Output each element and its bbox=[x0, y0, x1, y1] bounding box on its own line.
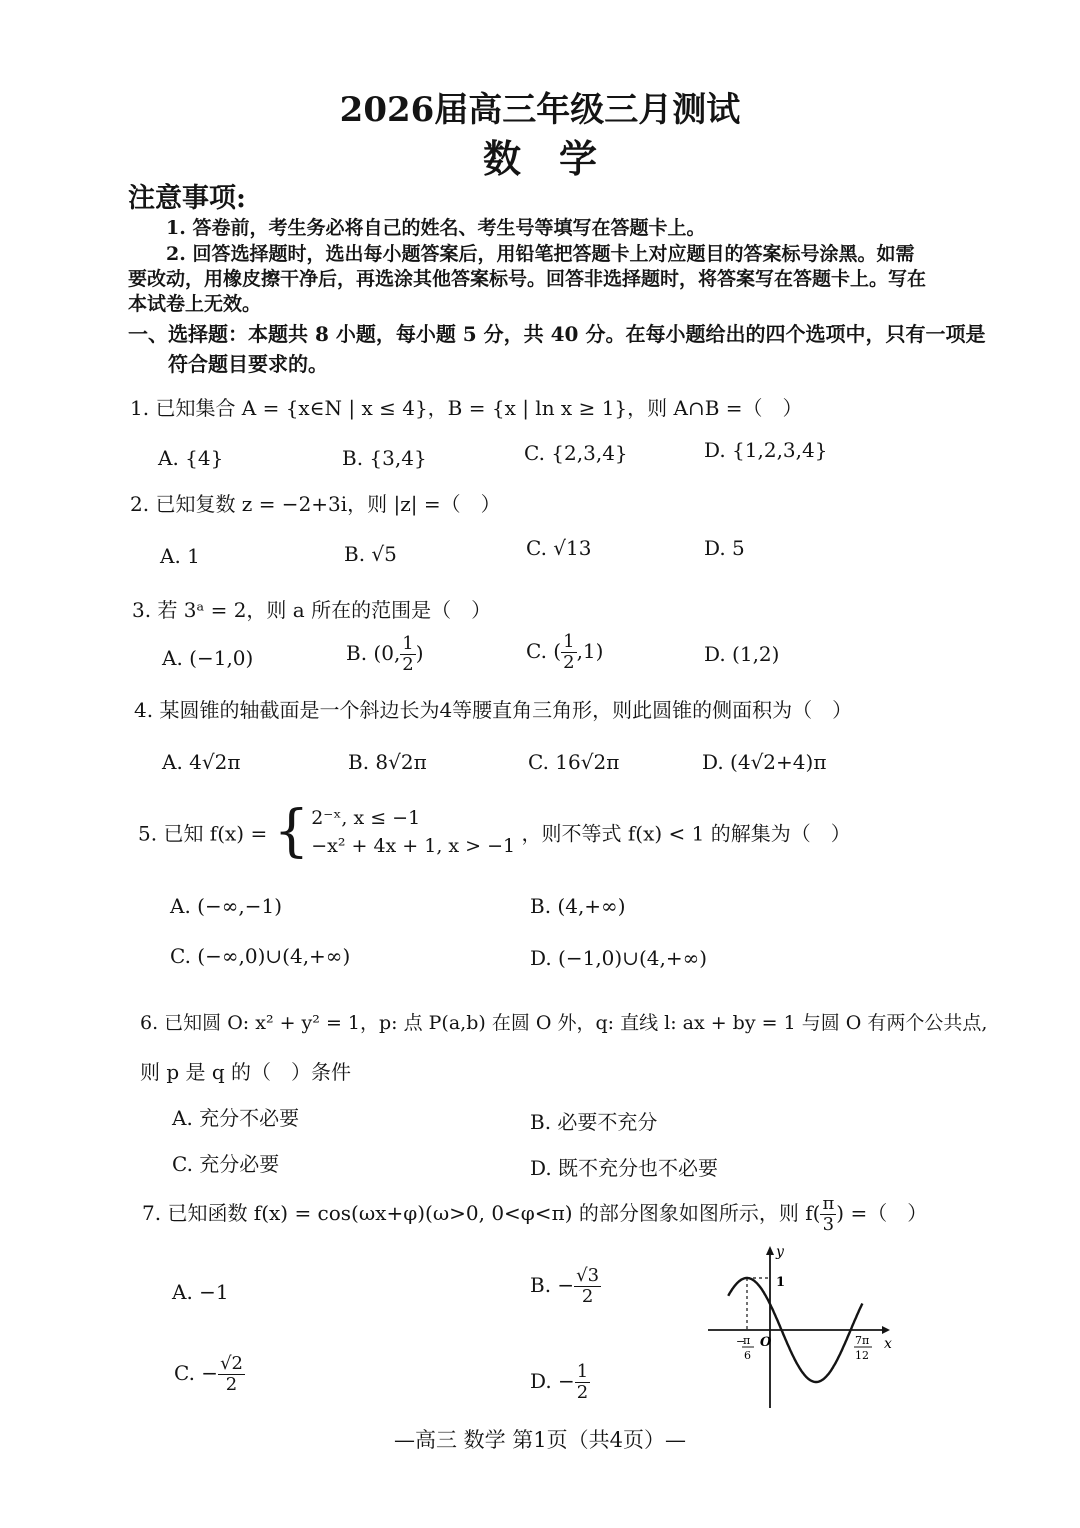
q4-option-d: D. (4√2+4)π bbox=[702, 750, 827, 774]
page-footer: —高三 数学 第1页（共4页）— bbox=[393, 1428, 687, 1452]
q7-stem-denominator: 3 bbox=[822, 1214, 835, 1235]
q3-b-suffix: ) bbox=[415, 641, 424, 665]
q7-b-denominator: 2 bbox=[581, 1286, 594, 1307]
q7-c-fraction bbox=[218, 1354, 245, 1395]
q3-c-prefix: C. ( bbox=[526, 639, 562, 663]
q7-c-denominator: 2 bbox=[225, 1374, 238, 1395]
q4-option-a: A. 4√2π bbox=[162, 750, 241, 774]
q7-stem-prefix: 7. 已知函数 f(x) = cos(ωx+φ)(ω>0, 0<φ<π) 的部分图象如图所示，则 f( bbox=[142, 1201, 821, 1225]
q6-stem-line2: 则 p 是 q 的（ ）条件 bbox=[140, 1060, 352, 1084]
q3-stem: 3. 若 3ᵃ = 2，则 a 所在的范围是（ ） bbox=[132, 598, 492, 622]
q2-option-d: D. 5 bbox=[704, 536, 745, 560]
q2-option-b: B. √5 bbox=[344, 542, 397, 566]
subject-title: 数学 bbox=[482, 136, 635, 181]
section1-line1: 一、选择题：本题共 8 小题，每小题 5 分，共 40 分。在每小题给出的四个选项中，只有一项是 bbox=[128, 322, 986, 346]
q3-b-numerator: 1 bbox=[402, 633, 414, 654]
q3-option-d: D. (1,2) bbox=[704, 642, 780, 666]
graph-origin-label: O bbox=[760, 1335, 772, 1350]
q5-case-1: 2⁻ˣ, x ≤ −1 bbox=[311, 807, 421, 829]
graph-one-label: 1 bbox=[776, 1275, 786, 1290]
q5-option-a: A. (−∞,−1) bbox=[170, 894, 283, 918]
q4-stem: 4. 某圆锥的轴截面是一个斜边长为4等腰直角三角形，则此圆锥的侧面积为（ ） bbox=[134, 698, 853, 722]
notice-heading: 注意事项: bbox=[128, 183, 246, 214]
q2-option-c: C. √13 bbox=[526, 536, 592, 560]
q6-option-a: A. 充分不必要 bbox=[172, 1106, 300, 1130]
q3-c-numerator: 1 bbox=[563, 631, 575, 652]
q5-stem bbox=[138, 799, 851, 864]
q5-prefix: 5. 已知 f(x) = bbox=[138, 821, 268, 846]
q7-b-prefix: B. − bbox=[530, 1273, 575, 1297]
q7-d-numerator: 1 bbox=[576, 1361, 589, 1382]
q7-d-prefix: D. − bbox=[530, 1369, 575, 1393]
graph-right-tick-num: 7π bbox=[855, 1334, 870, 1347]
cosine-graph bbox=[700, 1240, 900, 1410]
q3-b-denominator: 2 bbox=[402, 654, 414, 675]
q3-option-c bbox=[526, 632, 603, 673]
q5-brace: { bbox=[273, 799, 310, 864]
q3-b-fraction bbox=[400, 634, 415, 675]
graph-y-arrow bbox=[766, 1246, 774, 1255]
q2-option-a: A. 1 bbox=[160, 544, 200, 568]
q7-stem-suffix: ) =（ ） bbox=[836, 1201, 928, 1225]
notice-item-2-line2: 要改动，用橡皮擦干净后，再选涂其他答案标号。回答非选择题时，将答案写在答题卡上。写在 bbox=[128, 268, 927, 290]
q5-suffix: ，则不等式 f(x) < 1 的解集为（ ） bbox=[521, 821, 851, 846]
q1-stem: 1. 已知集合 A = {x∈N | x ≤ 4}，B = {x | ln x ≥ 1}，则 A∩B =（ ） bbox=[130, 396, 803, 420]
q7-b-numerator: √3 bbox=[576, 1265, 600, 1286]
q1-option-d: D. {1,2,3,4} bbox=[704, 438, 828, 462]
q7-b-fraction bbox=[574, 1266, 601, 1307]
q6-option-b: B. 必要不充分 bbox=[530, 1110, 658, 1134]
q7-c-prefix: C. − bbox=[174, 1361, 219, 1385]
notice-item-2-line1: 2. 回答选择题时，选出每小题答案后，用铅笔把答题卡上对应题目的答案标号涂黑。如需 bbox=[166, 243, 915, 265]
q1-option-c: C. {2,3,4} bbox=[524, 441, 628, 465]
q3-c-denominator: 2 bbox=[563, 652, 575, 673]
graph-y-label: y bbox=[776, 1244, 784, 1260]
q6-option-d: D. 既不充分也不必要 bbox=[530, 1156, 719, 1180]
q3-c-suffix: ,1) bbox=[576, 639, 604, 663]
q2-stem: 2. 已知复数 z = −2+3i，则 |z| =（ ） bbox=[130, 492, 501, 516]
q7-d-fraction bbox=[575, 1362, 590, 1403]
section1-line2: 符合题目要求的。 bbox=[168, 352, 328, 376]
notice-item-2-line3: 本试卷上无效。 bbox=[128, 293, 262, 315]
q7-option-c bbox=[174, 1354, 245, 1395]
q5-cases bbox=[311, 804, 515, 860]
q5-piecewise bbox=[273, 799, 516, 864]
graph-left-tick-num: π bbox=[743, 1334, 751, 1347]
q7-option-a: A. −1 bbox=[172, 1280, 229, 1304]
graph-right-tick-den: 12 bbox=[855, 1349, 869, 1362]
q3-b-prefix: B. (0, bbox=[346, 641, 401, 665]
q4-option-b: B. 8√2π bbox=[348, 750, 427, 774]
q3-option-a: A. (−1,0) bbox=[162, 646, 254, 670]
q4-option-c: C. 16√2π bbox=[528, 750, 620, 774]
q6-stem-line1: 6. 已知圆 O: x² + y² = 1，p: 点 P(a,b) 在圆 O 外，q: 直线 l: ax + by = 1 与圆 O 有两个公共点, bbox=[140, 1012, 988, 1034]
q7-c-numerator: √2 bbox=[220, 1353, 243, 1374]
q6-option-c: C. 充分必要 bbox=[172, 1152, 280, 1176]
q7-d-denominator: 2 bbox=[576, 1382, 589, 1403]
q7-stem bbox=[142, 1194, 927, 1235]
q7-stem-numerator: π bbox=[822, 1193, 835, 1214]
q3-option-b bbox=[346, 634, 424, 675]
q7-option-d bbox=[530, 1362, 590, 1403]
q3-c-fraction bbox=[561, 632, 576, 673]
q1-option-a: A. {4} bbox=[158, 446, 224, 470]
q7-stem-fraction bbox=[820, 1194, 836, 1235]
graph-left-tick-sign: − bbox=[736, 1335, 746, 1348]
graph-x-arrow bbox=[882, 1326, 890, 1334]
q5-option-b: B. (4,+∞) bbox=[530, 894, 626, 918]
notice-item-1: 1. 答卷前，考生务必将自己的姓名、考生号等填写在答题卡上。 bbox=[166, 217, 706, 239]
q1-option-b: B. {3,4} bbox=[342, 446, 427, 470]
q5-case-2: −x² + 4x + 1, x > −1 bbox=[311, 835, 516, 857]
q5-option-d: D. (−1,0)∪(4,+∞) bbox=[530, 946, 708, 970]
graph-left-tick-den: 6 bbox=[744, 1349, 751, 1362]
exam-title: 2026届高三年级三月测试 bbox=[339, 90, 741, 130]
graph-x-label: x bbox=[884, 1336, 892, 1352]
q5-option-c: C. (−∞,0)∪(4,+∞) bbox=[170, 944, 351, 968]
q7-option-b bbox=[530, 1266, 601, 1307]
